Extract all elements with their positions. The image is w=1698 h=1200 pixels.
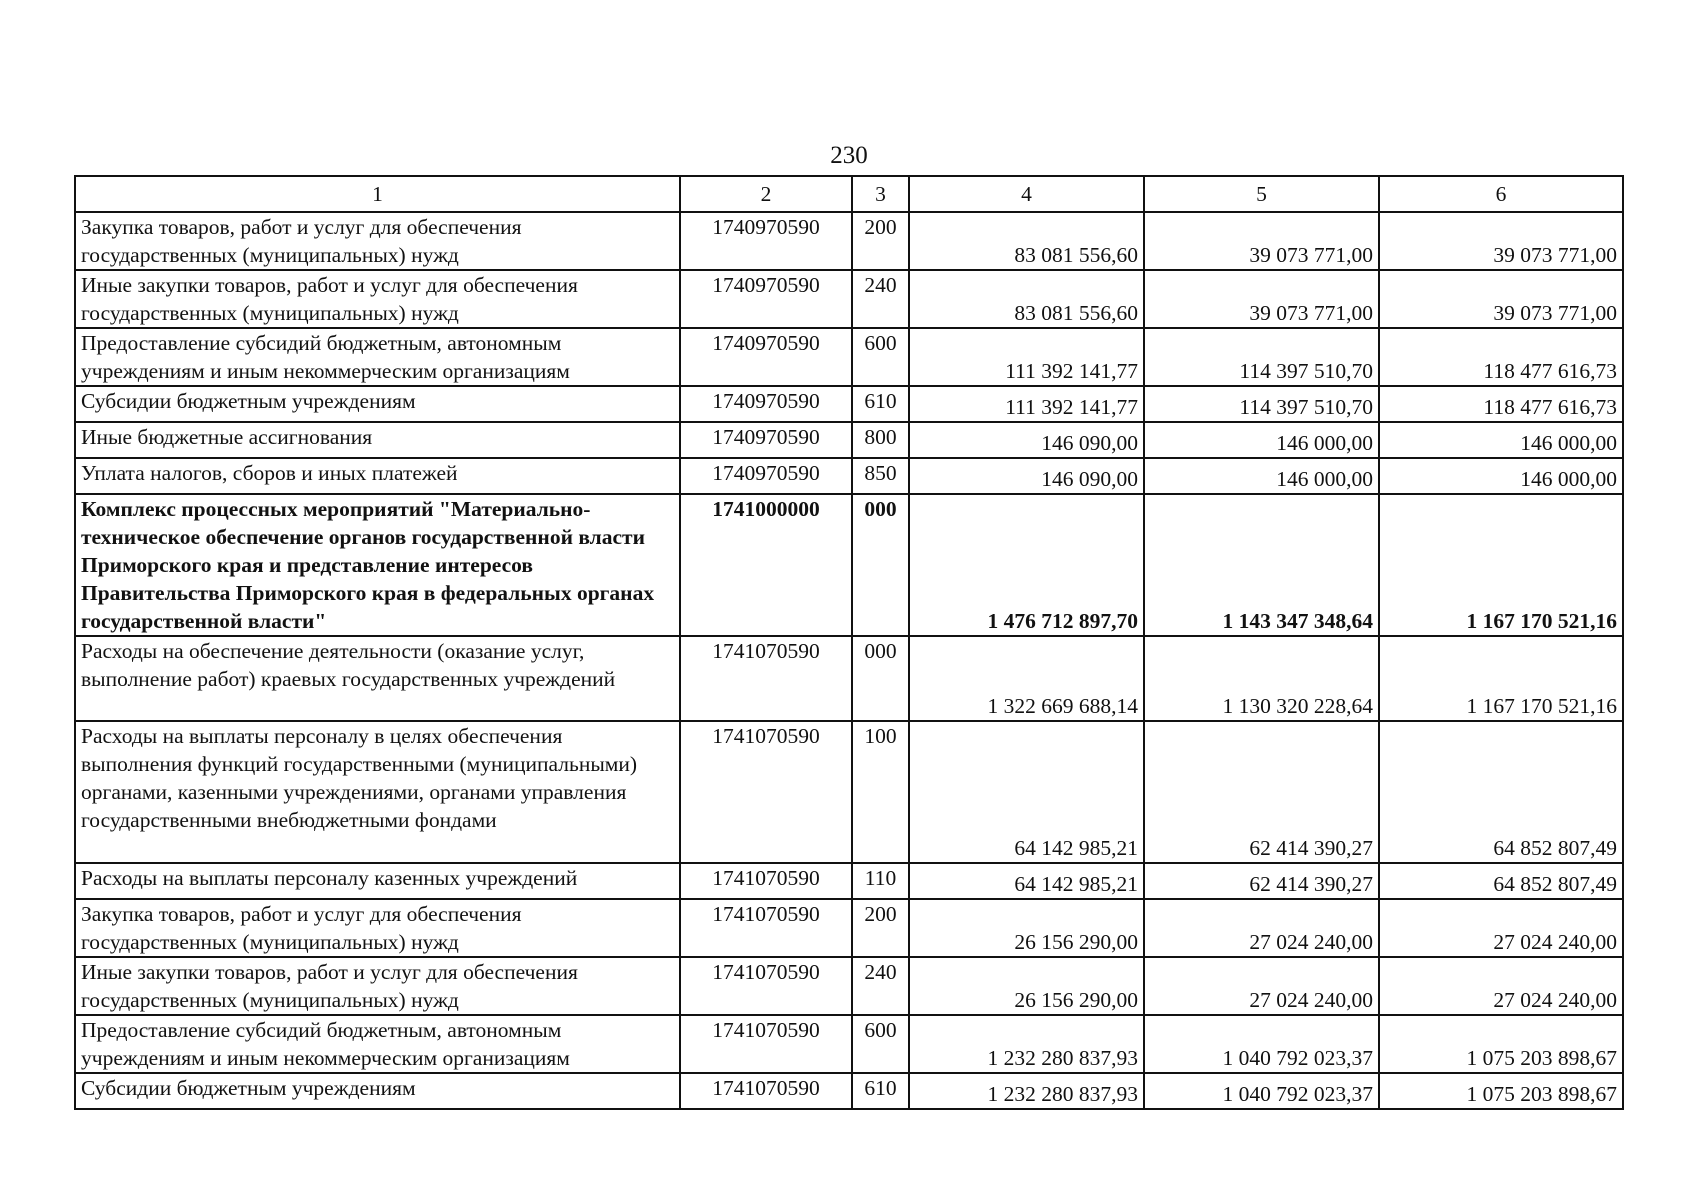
amount-col4-cell: 111 392 141,77 <box>909 328 1144 386</box>
table-header-row <box>75 176 1623 212</box>
table-row <box>75 721 1623 863</box>
table-row <box>75 1073 1623 1109</box>
expense-type-cell: 850 <box>852 458 909 494</box>
expense-type-cell: 200 <box>852 899 909 957</box>
amount-col4-cell: 146 090,00 <box>909 458 1144 494</box>
table-row <box>75 270 1623 328</box>
amount-col6-cell: 1 075 203 898,67 <box>1379 1015 1623 1073</box>
expense-name-cell: Предоставление субсидий бюджетным, автономным учреждениям и иным некоммерческим организациям <box>75 328 680 386</box>
table-row <box>75 957 1623 1015</box>
table-row <box>75 328 1623 386</box>
amount-col5-cell: 1 130 320 228,64 <box>1144 636 1379 721</box>
expense-name-cell: Субсидии бюджетным учреждениям <box>75 386 680 422</box>
target-code-cell: 1740970590 <box>680 422 852 458</box>
target-code-cell: 1740970590 <box>680 212 852 270</box>
expense-type-cell: 610 <box>852 386 909 422</box>
amount-col5-cell: 1 143 347 348,64 <box>1144 494 1379 636</box>
target-code-cell: 1741070590 <box>680 1015 852 1073</box>
amount-col6-cell: 27 024 240,00 <box>1379 957 1623 1015</box>
column-header-3: 3 <box>852 176 909 212</box>
budget-table <box>74 175 1624 1110</box>
table-row <box>75 494 1623 636</box>
expense-name-cell: Субсидии бюджетным учреждениям <box>75 1073 680 1109</box>
amount-col4-cell: 146 090,00 <box>909 422 1144 458</box>
amount-col4-cell: 1 232 280 837,93 <box>909 1073 1144 1109</box>
expense-type-cell: 800 <box>852 422 909 458</box>
amount-col6-cell: 118 477 616,73 <box>1379 328 1623 386</box>
expense-name-cell: Комплекс процессных мероприятий "Материально-техническое обеспечение органов государственной власти Приморского края и представление интересов Правительства Приморского края в федеральных органах государственной власти" <box>75 494 680 636</box>
expense-name-cell: Расходы на выплаты персоналу казенных учреждений <box>75 863 680 899</box>
amount-col6-cell: 1 167 170 521,16 <box>1379 494 1623 636</box>
amount-col5-cell: 27 024 240,00 <box>1144 899 1379 957</box>
expense-type-cell: 600 <box>852 328 909 386</box>
page-number: 230 <box>830 142 868 169</box>
target-code-cell: 1741070590 <box>680 863 852 899</box>
amount-col6-cell: 39 073 771,00 <box>1379 270 1623 328</box>
amount-col5-cell: 62 414 390,27 <box>1144 721 1379 863</box>
amount-col5-cell: 114 397 510,70 <box>1144 328 1379 386</box>
expense-type-cell: 000 <box>852 636 909 721</box>
target-code-cell: 1740970590 <box>680 270 852 328</box>
column-header-4: 4 <box>909 176 1144 212</box>
expense-type-cell: 000 <box>852 494 909 636</box>
amount-col5-cell: 146 000,00 <box>1144 458 1379 494</box>
amount-col4-cell: 111 392 141,77 <box>909 386 1144 422</box>
amount-col5-cell: 1 040 792 023,37 <box>1144 1015 1379 1073</box>
expense-name-cell: Предоставление субсидий бюджетным, автономным учреждениям и иным некоммерческим организациям <box>75 1015 680 1073</box>
expense-type-cell: 200 <box>852 212 909 270</box>
amount-col4-cell: 26 156 290,00 <box>909 957 1144 1015</box>
amount-col5-cell: 62 414 390,27 <box>1144 863 1379 899</box>
amount-col4-cell: 83 081 556,60 <box>909 212 1144 270</box>
amount-col6-cell: 64 852 807,49 <box>1379 863 1623 899</box>
amount-col4-cell: 1 232 280 837,93 <box>909 1015 1144 1073</box>
column-header-2: 2 <box>680 176 852 212</box>
target-code-cell: 1741070590 <box>680 721 852 863</box>
expense-name-cell: Расходы на обеспечение деятельности (оказание услуг, выполнение работ) краевых государственных учреждений <box>75 636 680 721</box>
amount-col6-cell: 1 167 170 521,16 <box>1379 636 1623 721</box>
expense-name-cell: Закупка товаров, работ и услуг для обеспечения государственных (муниципальных) нужд <box>75 212 680 270</box>
amount-col6-cell: 146 000,00 <box>1379 458 1623 494</box>
amount-col6-cell: 39 073 771,00 <box>1379 212 1623 270</box>
target-code-cell: 1740970590 <box>680 458 852 494</box>
expense-name-cell: Иные бюджетные ассигнования <box>75 422 680 458</box>
expense-name-cell: Иные закупки товаров, работ и услуг для обеспечения государственных (муниципальных) нужд <box>75 270 680 328</box>
amount-col4-cell: 64 142 985,21 <box>909 721 1144 863</box>
table-row <box>75 212 1623 270</box>
expense-name-cell: Расходы на выплаты персоналу в целях обеспечения выполнения функций государственными (муниципальными) органами, казенными учреждениями, органами управления государственными внебюджетными фондами <box>75 721 680 863</box>
amount-col5-cell: 27 024 240,00 <box>1144 957 1379 1015</box>
expense-type-cell: 240 <box>852 270 909 328</box>
table-row <box>75 458 1623 494</box>
table-row <box>75 863 1623 899</box>
target-code-cell: 1741070590 <box>680 636 852 721</box>
table-row <box>75 636 1623 721</box>
column-header-6: 6 <box>1379 176 1623 212</box>
column-header-1: 1 <box>75 176 680 212</box>
expense-name-cell: Иные закупки товаров, работ и услуг для обеспечения государственных (муниципальных) нужд <box>75 957 680 1015</box>
amount-col6-cell: 27 024 240,00 <box>1379 899 1623 957</box>
column-header-5: 5 <box>1144 176 1379 212</box>
table-row <box>75 1015 1623 1073</box>
amount-col5-cell: 39 073 771,00 <box>1144 270 1379 328</box>
expense-type-cell: 600 <box>852 1015 909 1073</box>
amount-col5-cell: 1 040 792 023,37 <box>1144 1073 1379 1109</box>
target-code-cell: 1741070590 <box>680 957 852 1015</box>
amount-col6-cell: 146 000,00 <box>1379 422 1623 458</box>
table-row <box>75 899 1623 957</box>
target-code-cell: 1740970590 <box>680 328 852 386</box>
amount-col5-cell: 39 073 771,00 <box>1144 212 1379 270</box>
expense-type-cell: 610 <box>852 1073 909 1109</box>
expense-type-cell: 100 <box>852 721 909 863</box>
amount-col4-cell: 1 322 669 688,14 <box>909 636 1144 721</box>
target-code-cell: 1741000000 <box>680 494 852 636</box>
amount-col5-cell: 114 397 510,70 <box>1144 386 1379 422</box>
amount-col6-cell: 64 852 807,49 <box>1379 721 1623 863</box>
expense-name-cell: Уплата налогов, сборов и иных платежей <box>75 458 680 494</box>
amount-col4-cell: 1 476 712 897,70 <box>909 494 1144 636</box>
target-code-cell: 1741070590 <box>680 1073 852 1109</box>
table-row <box>75 422 1623 458</box>
expense-name-cell: Закупка товаров, работ и услуг для обеспечения государственных (муниципальных) нужд <box>75 899 680 957</box>
amount-col4-cell: 83 081 556,60 <box>909 270 1144 328</box>
target-code-cell: 1740970590 <box>680 386 852 422</box>
target-code-cell: 1741070590 <box>680 899 852 957</box>
amount-col6-cell: 118 477 616,73 <box>1379 386 1623 422</box>
table-row <box>75 386 1623 422</box>
amount-col6-cell: 1 075 203 898,67 <box>1379 1073 1623 1109</box>
expense-type-cell: 110 <box>852 863 909 899</box>
amount-col4-cell: 26 156 290,00 <box>909 899 1144 957</box>
amount-col5-cell: 146 000,00 <box>1144 422 1379 458</box>
expense-type-cell: 240 <box>852 957 909 1015</box>
amount-col4-cell: 64 142 985,21 <box>909 863 1144 899</box>
